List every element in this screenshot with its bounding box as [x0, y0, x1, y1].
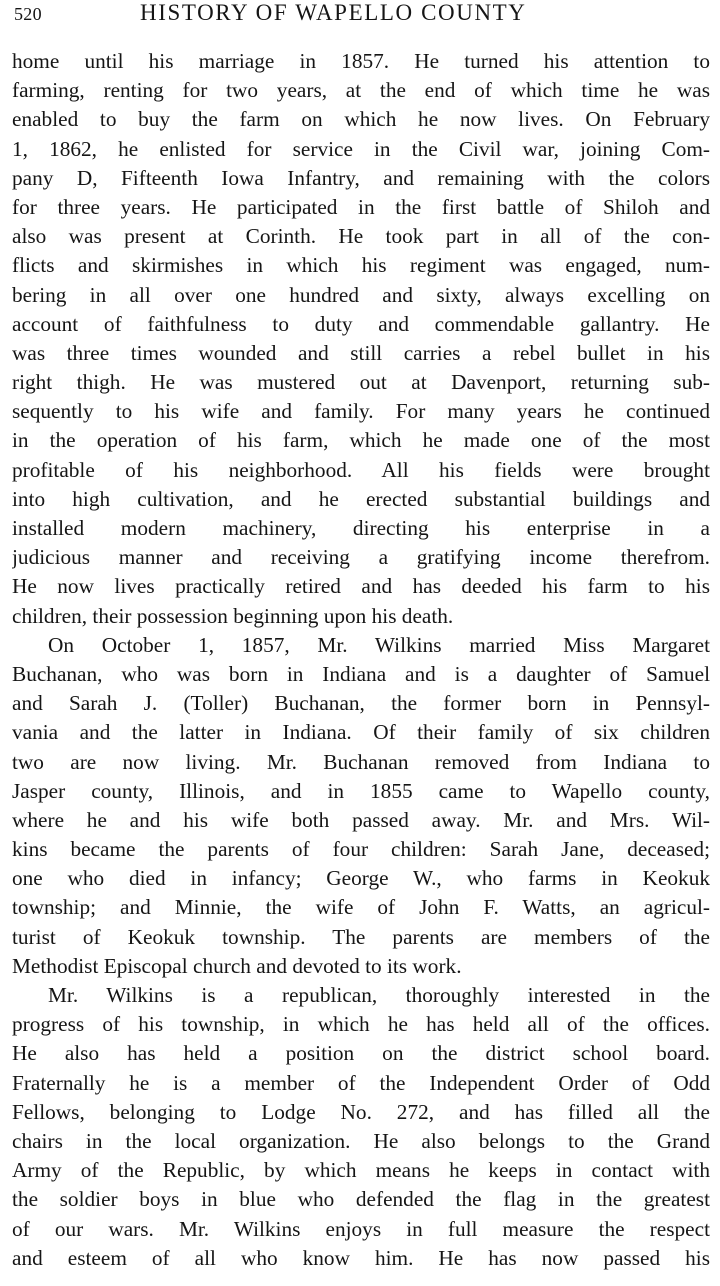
text-line: bering in all over one hundred and sixty, always excelling on: [12, 282, 710, 307]
text-line: account of faithfulness to duty and commendable gallantry. He: [12, 311, 710, 336]
text-line: also was present at Corinth. He took part in all of the con-: [12, 224, 710, 249]
text-line: home until his marriage in 1857. He turned his attention to: [12, 49, 710, 73]
text-line: pany D, Fifteenth Iowa Infantry, and remaining with the colors: [12, 165, 710, 190]
text-line: kins became the parents of four children: Sarah Jane, deceased;: [12, 837, 710, 862]
text-line: On October 1, 1857, Mr. Wilkins married Miss Margaret: [48, 632, 710, 657]
text-line: was three times wounded and still carries a rebel bullet in his: [12, 340, 710, 365]
text-line: for three years. He participated in the first battle of Shiloh and: [12, 194, 710, 219]
paragraph: [12, 47, 710, 631]
text-line: farming, renting for two years, at the end of which time he was: [12, 78, 710, 103]
text-line: turist of Keokuk township. The parents are members of the: [12, 924, 710, 949]
text-line: in the operation of his farm, which he made one of the most: [12, 428, 710, 453]
text-line: of our wars. Mr. Wilkins enjoys in full measure the respect: [12, 1216, 710, 1241]
text-line: and esteem of all who know him. He has now passed his: [12, 1245, 710, 1270]
text-line: one who died in infancy; George W., who farms in Keokuk: [12, 866, 710, 891]
body-text: [12, 47, 710, 1273]
text-line: right thigh. He was mustered out at Davenport, returning sub-: [12, 370, 710, 395]
text-line: the soldier boys in blue who defended the flag in the greatest: [12, 1187, 710, 1212]
text-line: profitable of his neighborhood. All his fields were brought: [12, 457, 710, 482]
text-line: Jasper county, Illinois, and in 1855 came to Wapello county,: [12, 778, 710, 803]
paragraph: [12, 631, 710, 981]
text-line: township; and Minnie, the wife of John F. Watts, an agricul-: [12, 895, 710, 920]
text-line: installed modern machinery, directing his enterprise in a: [12, 516, 710, 540]
text-line: chairs in the local organization. He also belongs to the Grand: [12, 1128, 710, 1153]
text-line: He also has held a position on the district school board.: [12, 1041, 710, 1066]
page-header: [12, 0, 710, 34]
text-line: Army of the Republic, by which means he keeps in contact with: [12, 1158, 710, 1183]
text-line: vania and the latter in Indiana. Of their family of six children: [12, 720, 710, 745]
text-line: 1, 1862, he enlisted for service in the Civil war, joining Com-: [12, 136, 710, 161]
text-line: flicts and skirmishes in which his regiment was engaged, num-: [12, 253, 710, 278]
running-title: HISTORY OF WAPELLO COUNTY: [140, 0, 527, 25]
text-line: children, their possession beginning upon his death.: [12, 603, 454, 628]
text-line: into high cultivation, and he erected substantial buildings and: [12, 486, 710, 511]
text-line: where he and his wife both passed away. Mr. and Mrs. Wil-: [12, 807, 710, 832]
text-line: sequently to his wife and family. For many years he continued: [12, 399, 710, 424]
text-line: judicious manner and receiving a gratifying income therefrom.: [12, 545, 710, 570]
text-line: Buchanan, who was born in Indiana and is a daughter of Samuel: [12, 661, 710, 686]
text-line: He now lives practically retired and has deeded his farm to his: [12, 574, 710, 599]
text-line: Mr. Wilkins is a republican, thoroughly interested in the: [48, 983, 710, 1007]
text-line: Fraternally he is a member of the Independent Order of Odd: [12, 1070, 710, 1095]
text-line: Fellows, belonging to Lodge No. 272, and has filled all the: [12, 1099, 710, 1124]
text-line: enabled to buy the farm on which he now lives. On February: [12, 107, 710, 132]
text-line: Methodist Episcopal church and devoted to its work.: [12, 953, 462, 978]
text-line: two are now living. Mr. Buchanan removed from Indiana to: [12, 749, 710, 774]
text-line: progress of his township, in which he has held all of the offices.: [12, 1012, 710, 1037]
page-number: 520: [14, 4, 42, 24]
paragraph: [12, 981, 710, 1273]
text-line: and Sarah J. (Toller) Buchanan, the former born in Pennsyl-: [12, 691, 710, 716]
